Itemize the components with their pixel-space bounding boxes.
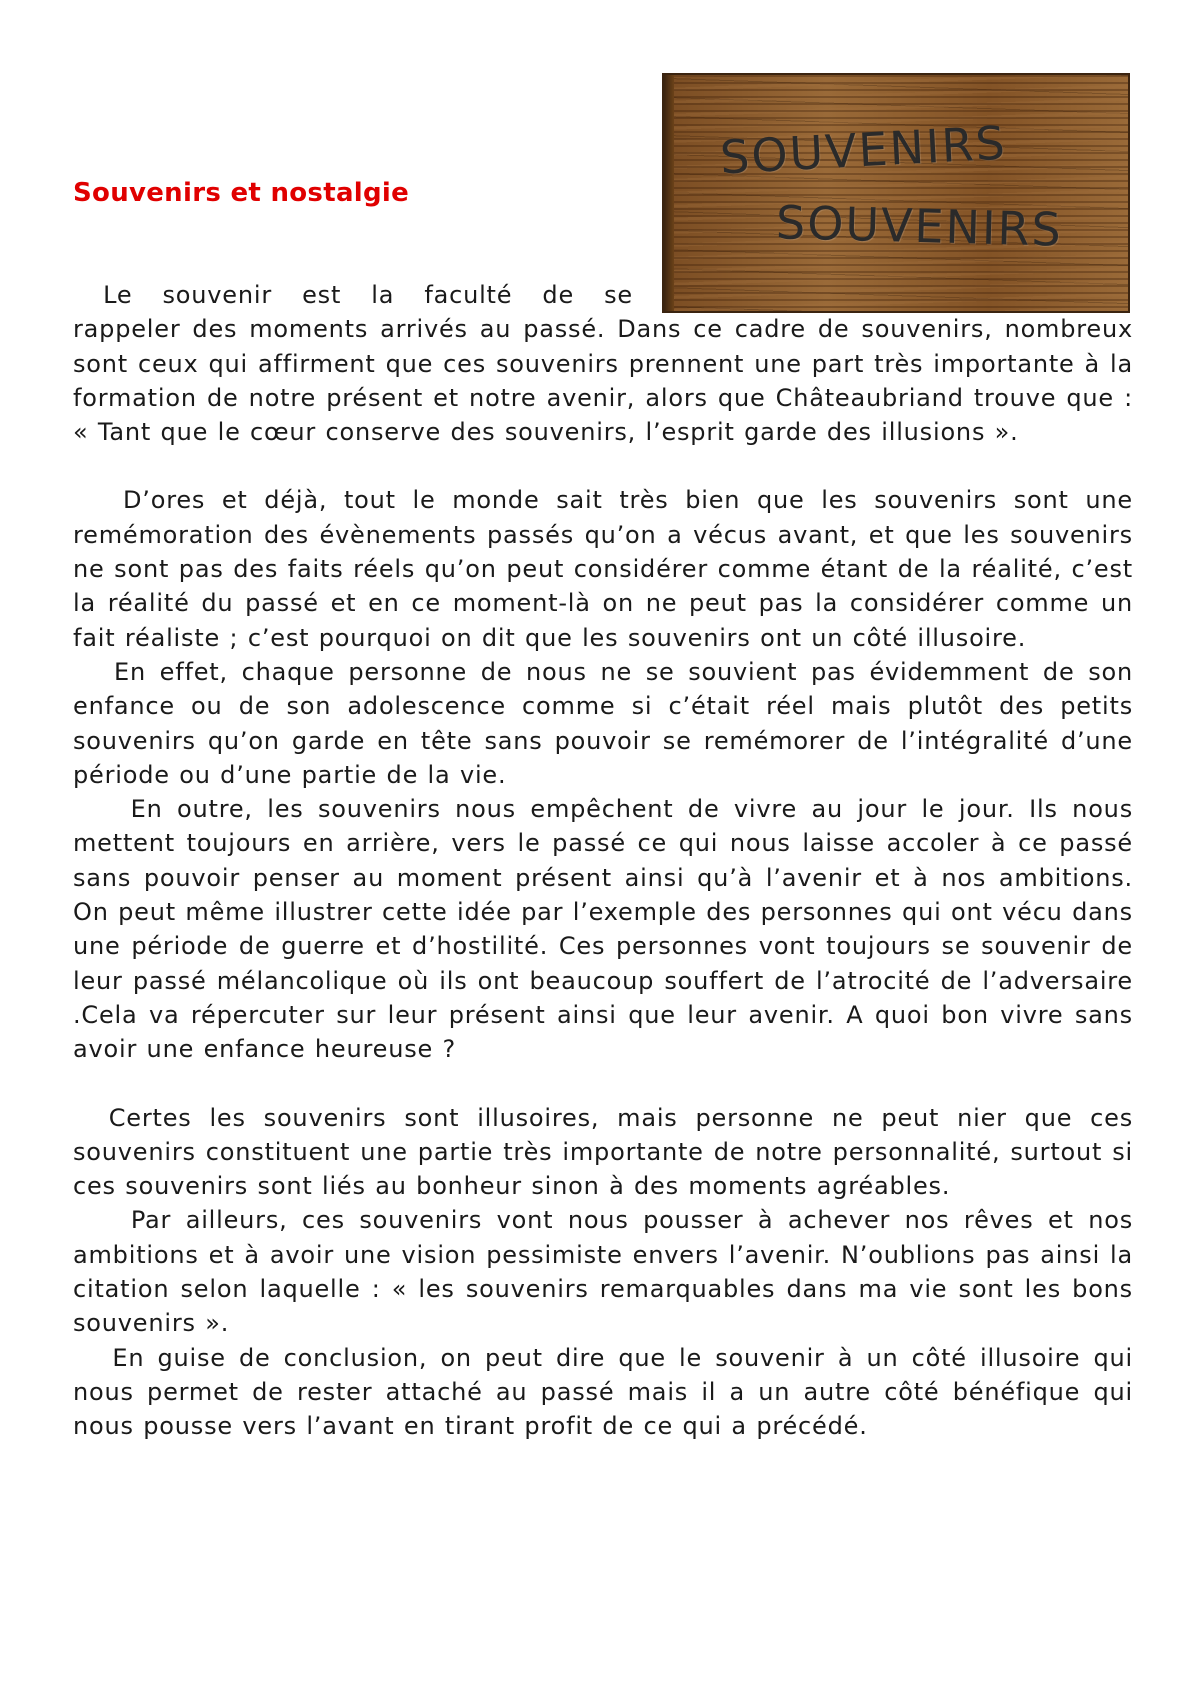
paragraph-4: En outre, les souvenirs nous empêchent de vivre au jour le jour. Ils nous mettent toujours en arrière, vers le passé ce qui nous laisse accoler à ce passé sans pouvoir penser au moment présent ainsi qu’à l’avenir et à nos ambitions. On peut même illustrer cette idée par l’exemple des personnes qui ont vécu dans une période de guerre et d’hostilité. Ces personnes vont toujours se souvenir de leur passé mélancolique où ils ont beaucoup souffert de l’atrocité de l’adversaire .Cela va répercuter sur leur présent ainsi que leur avenir. A quoi bon vivre sans avoir une enfance heureuse ? [73, 795, 1143, 1064]
sign-edge [664, 75, 674, 311]
sign-text-line-2: SOUVENIRS [775, 195, 1064, 257]
paragraph-7: En guise de conclusion, on peut dire que le souvenir à un côté illusoire qui nous permet de rester attaché au passé mais il a un autre côté bénéfique qui nous pousse vers l’avant en tirant profit de ce qui a précédé. [73, 1343, 1143, 1441]
sign-text-line-1: SOUVENIRS [718, 115, 1008, 185]
paragraph-6: Par ailleurs, ces souvenirs vont nous pousser à achever nos rêves et nos ambitions et à avoir une vision pessimiste envers l’avenir. N’oublions pas ainsi la citation selon laquelle : « les souvenirs remarquables dans ma vie sont les bons souvenirs ». [73, 1206, 1143, 1338]
paragraph-2: D’ores et déjà, tout le monde sait très bien que les souvenirs sont une remémoration des évènements passés qu’on a vécus avant, et que les souvenirs ne sont pas des faits réels qu’on peut considérer comme étant de la réalité, c’est la réalité du passé et en ce moment-là on ne peut pas la considérer comme un fait réaliste ; c’est pourquoi on dit que les souvenirs ont un côté illusoire. [73, 486, 1143, 652]
document-body [73, 278, 1143, 1444]
wooden-sign-image [662, 73, 1130, 313]
paragraph-3: En effet, chaque personne de nous ne se souvient pas évidemment de son enfance ou de son adolescence comme si c’était réel mais plutôt des petits souvenirs qu’on garde en tête sans pouvoir se remémorer de l’intégralité d’une période ou d’une partie de la vie. [73, 657, 1143, 789]
document-title: Souvenirs et nostalgie [73, 178, 410, 208]
paragraph-1-rest: rappeler des moments arrivés au passé. Dans ce cadre de souvenirs, nombreux sont ceux qui affirment que ces souvenirs prennent une part très importante à la formation de notre présent et notre avenir, alors que Châteaubriand trouve que : « Tant que le cœur conserve des souvenirs, l’esprit garde des illusions ». [73, 315, 1133, 447]
paragraph-1 [73, 278, 1133, 449]
paragraph-1-first-line: Le souvenir est la faculté de se [73, 281, 633, 309]
paragraph-5: Certes les souvenirs sont illusoires, mais personne ne peut nier que ces souvenirs constituent une partie très importante de notre personnalité, surtout si ces souvenirs sont liés au bonheur sinon à des moments agréables. [73, 1103, 1143, 1201]
